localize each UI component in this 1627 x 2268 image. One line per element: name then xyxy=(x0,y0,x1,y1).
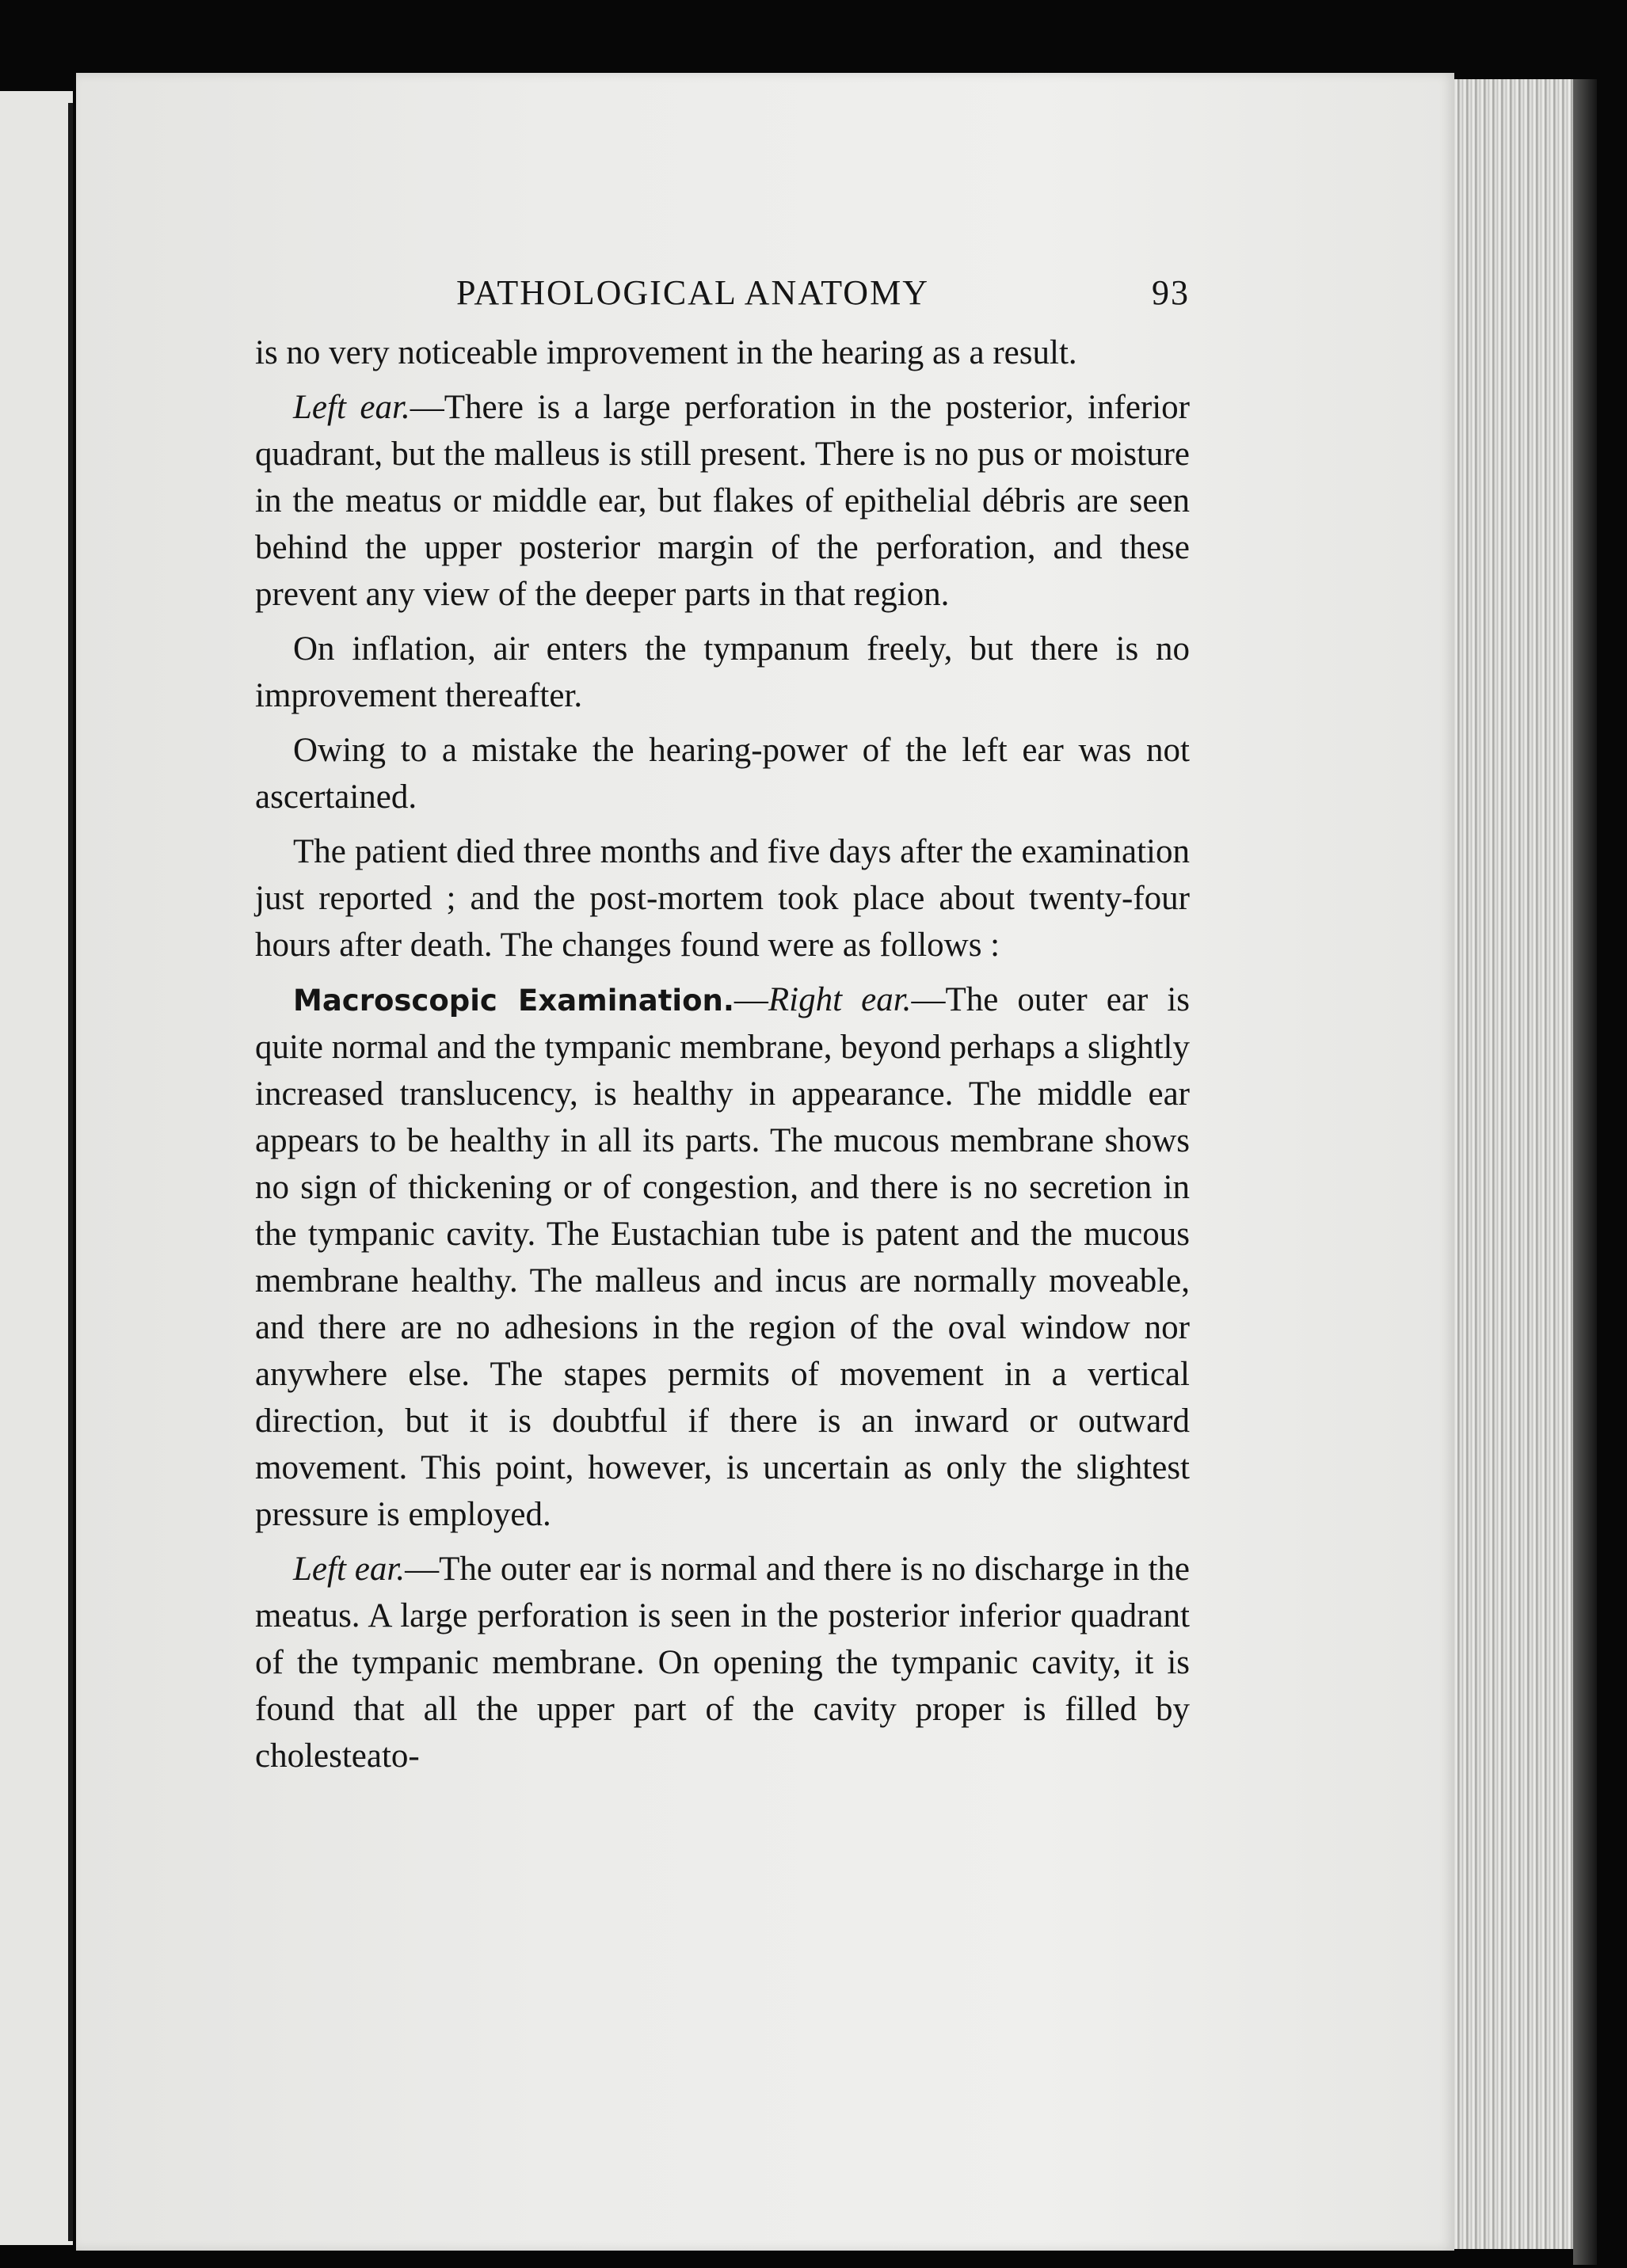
paragraph-lead: Left ear. xyxy=(293,1551,406,1588)
paragraph-text: On inflation, air enters the tympanum freely, but there is no improvement thereafter. xyxy=(255,630,1190,714)
paragraph-lead: Left ear. xyxy=(293,389,410,426)
paragraph-left-ear-exam xyxy=(255,384,1190,618)
heading-dash: — xyxy=(733,981,768,1018)
paragraph-text: Owing to a mistake the hearing-power of the left ear was not ascertained. xyxy=(255,732,1190,816)
paragraph-post-mortem xyxy=(255,828,1190,968)
running-title: PATHOLOGICAL ANATOMY xyxy=(456,273,929,312)
page-text xyxy=(255,269,1190,1787)
book-gutter xyxy=(68,103,73,2241)
section-heading: Macroscopic Examination. xyxy=(293,984,734,1018)
paragraph-continuation xyxy=(255,329,1190,376)
paragraph-text: —The outer ear is quite normal and the tympanic membrane, beyond perhaps a slightly increased translucency, is healthy in appearance. The middle ear appears to be healthy in all its parts. The mucous membrane shows no sign of thickening or of congestion, and there is no secretion in the tympanic cavity. The Eustachian tube is patent and the mucous membrane healthy. The malleus and incus are normally moveable, and there are no adhesions in the region of the oval window nor anywhere else. The stapes permits of movement in a vertical direction, but it is doubtful if there is an inward or outward movement. This point, however, is uncertain as only the slightest pressure is employed. xyxy=(255,981,1190,1533)
running-head xyxy=(255,269,1190,329)
paragraph-text: —There is a large perforation in the posterior, inferior quadrant, but the malleus is still present. There is no pus or moisture in the meatus or middle ear, but flakes of epithelial débris are seen behind the upper posterior margin of the perforation, and these prevent any view of the deeper parts in that region. xyxy=(255,389,1190,613)
paragraph-hearing-power xyxy=(255,727,1190,820)
book-cover-edge xyxy=(1573,79,1597,2265)
paragraph-macroscopic-left-ear xyxy=(255,1546,1190,1779)
page-block-edge xyxy=(1454,79,1573,2249)
paragraph-inflation xyxy=(255,626,1190,719)
facing-page-edge xyxy=(0,91,73,2245)
paragraph-text: —The outer ear is normal and there is no discharge in the meatus. A large perforation is seen in the posterior inferior quadrant of the tympanic membrane. On opening the tympanic cavity, it is found that all the upper part of the cavity proper is filled by cholesteato- xyxy=(255,1551,1190,1775)
paragraph-text: is no very noticeable improvement in the hearing as a result. xyxy=(255,334,1077,371)
page-number: 93 xyxy=(1152,273,1190,312)
paragraph-lead: Right ear. xyxy=(768,981,912,1018)
paragraph-macroscopic-right-ear xyxy=(255,976,1190,1538)
paragraph-text: The patient died three months and five days after the examination just reported ; and the post-mortem took place about twenty-four hours after death. The changes found were as follows : xyxy=(255,833,1190,964)
